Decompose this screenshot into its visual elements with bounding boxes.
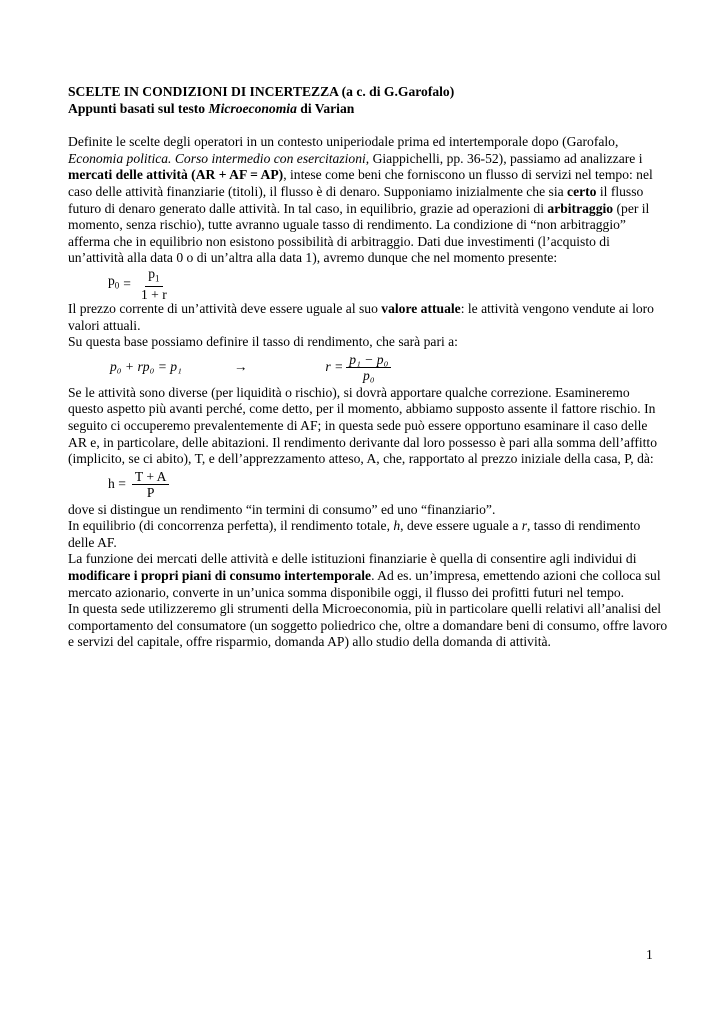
- bold-term: arbitraggio: [547, 200, 614, 216]
- eq-r: r =: [325, 359, 344, 375]
- text: (per il momento, senza rischio), tutte avranno uguale tasso di rendimento. La condizione di “non arbitraggio” afferma che in equilibrio non esistono possibilità di arbitraggio. Dati due investimenti (l’acquisto di un’attività alla data 0 o di un’altra alla data 1), avremo dunque che nel momento presente:: [68, 200, 650, 266]
- symbol-r: r: [521, 518, 527, 534]
- paragraph-housing: Se le attività sono diverse (per liquidità o rischio), si dovrà apportare qualche correzione. Esamineremo questo aspetto più avanti perché, come detto, per il momento, abbiamo supposto assente il fattore rischio. In seguito ci occuperemo prevalentemente di AF; in questa sede può essere opportuno esaminare il caso delle AR e, in particolare, delle abitazioni. Il rendimento derivante dal loro possesso è pari alla somma dell’affitto (implicito, se ci abito), T, e dell’apprezzamento atteso, A, che, rapportato al prezzo iniziale della casa, P, dà:: [68, 384, 657, 467]
- bold-term: valore attuale: [381, 300, 461, 316]
- bold-term: modificare i propri piani di consumo intertemporale: [68, 568, 372, 584]
- eq-equals: =: [123, 275, 131, 291]
- text: . Ad es. un’impresa, emettendo azioni che colloca sul mercato azionario, converte in un’unica somma disponibile oggi, il flusso dei profitti futuri nel tempo.: [68, 568, 661, 600]
- title-prefix: Appunti basati sul testo: [68, 100, 209, 116]
- text: , tasso di rendimento delle AF.: [68, 518, 641, 550]
- paragraph-value: [68, 301, 668, 334]
- paragraph-intro: [68, 134, 668, 267]
- paragraph-microeconomics: In questa sede utilizzeremo gli strumenti della Microeconomia, più in particolare quelli relativi all’analisi del comportamento del consumatore (un soggetto poliedrico che, oltre a domandare beni di consumo, offre lavoro e servizi del capitale, offre risparmio, domanda AP) allo studio della domanda di attività.: [68, 601, 668, 650]
- text: In equilibrio (di concorrenza perfetta), il rendimento totale,: [68, 518, 394, 534]
- eq-fraction: $\frac{T + A}{P}$: [132, 469, 170, 500]
- text: , Giappichelli, pp. 36-52), passiamo ad analizzare i: [365, 150, 643, 166]
- book-title: Economia politica. Corso intermedio con esercitazioni: [68, 150, 366, 166]
- title-line-2: [68, 101, 668, 118]
- text: , intese come beni che forniscono un flusso di servizi nel tempo: nel caso delle attività finanziarie (titoli), il flusso è di denaro. Supponiamo inizialmente che sia: [68, 167, 653, 199]
- paragraph-equilibrium: [68, 518, 668, 551]
- text: , deve essere uguale a: [400, 518, 522, 534]
- text: : le attività vengono vendute ai loro valori attuali.: [68, 300, 654, 333]
- eq-left: p₀ + rp₀ = p₁: [110, 359, 182, 375]
- paragraph-distinction: dove si distingue un rendimento “in termini di consumo” ed uno “finanziario”.: [68, 501, 496, 517]
- page-number: 1: [646, 947, 653, 962]
- symbol-h: h: [393, 518, 401, 534]
- arrow-icon: →: [233, 359, 248, 375]
- text: Il prezzo corrente di un’attività deve essere uguale al suo: [68, 300, 382, 316]
- eq-lhs: h =: [108, 476, 126, 492]
- equation-rate: [110, 351, 668, 385]
- bold-term: mercati delle attività (AR + AF = AP): [68, 167, 284, 183]
- title-suffix: di Varian: [296, 100, 355, 116]
- eq-fraction: $\frac{\text{p₁ − p₀}}{\text{p₀}}$: [346, 352, 391, 383]
- text: La funzione dei mercati delle attività e delle istituzioni finanziarie è quella di consentire agli individui di: [68, 551, 637, 567]
- title-line-1: SCELTE IN CONDIZIONI DI INCERTEZZA (a c. di G.Garofalo): [68, 84, 455, 99]
- title-book: Microeconomia: [208, 100, 297, 116]
- bold-term: certo: [567, 183, 597, 199]
- text: il flusso futuro di denaro generato dalle attività. In tal caso, in equilibrio, grazie ad operazioni di: [68, 183, 644, 216]
- paragraph-rate-intro: Su questa base possiamo definire il tasso di rendimento, che sarà pari a:: [68, 334, 458, 350]
- document-body: [68, 84, 668, 651]
- eq-lhs: $p_0$: [108, 273, 120, 291]
- equation-present-value: [108, 267, 668, 301]
- equation-housing-return: [108, 468, 668, 502]
- eq-fraction: $\frac{p_1}{1 + r}$: [140, 265, 167, 303]
- paragraph-markets-function: [68, 551, 668, 601]
- text: Definite le scelte degli operatori in un contesto uniperiodale prima ed intertemporale dopo (Garofalo,: [68, 134, 619, 150]
